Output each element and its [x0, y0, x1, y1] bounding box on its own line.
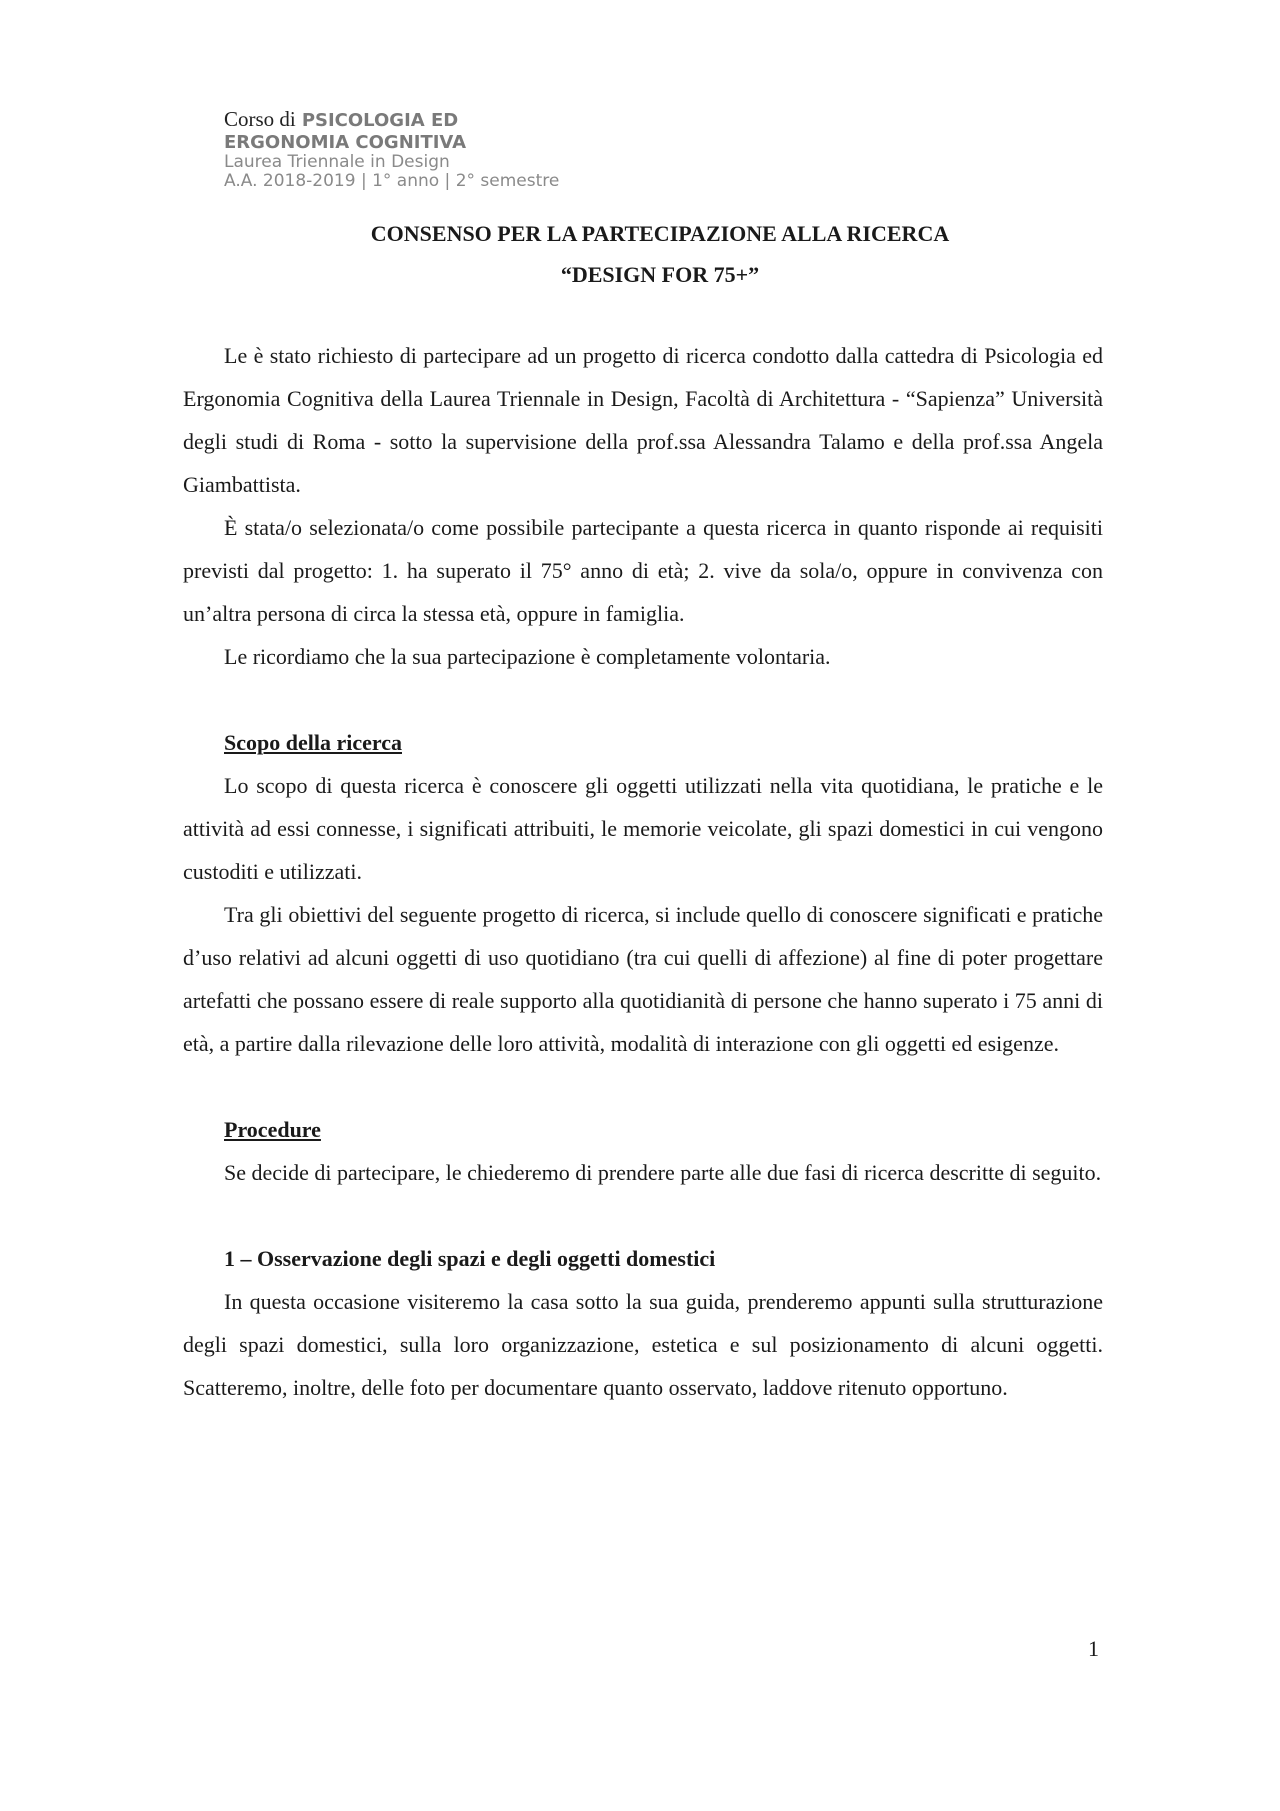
- course-name-line1: PSICOLOGIA ED: [301, 110, 459, 131]
- scope-paragraph-1: Lo scopo di questa ricerca è conoscere gli oggetti utilizzati nella vita quotidiana, le pratiche e le attività ad essi connesse, i significati attribuiti, le memorie veicolate, gli spazi domestici in cui vengono custoditi e utilizzati.: [183, 773, 1103, 884]
- course-header-line1: [224, 107, 559, 132]
- scope-paragraph-2: Tra gli obiettivi del seguente progetto di ricerca, si include quello di conoscere significati e pratiche d’uso relativi ad alcuni oggetti di uso quotidiano (tra cui quelli di affezione) al fine di poter progettare artefatti che possano essere di reale supporto alla quotidianità di persone che hanno superato i 75 anni di età, a partire dalla rilevazione delle loro attività, modalità di interazione con gli oggetti ed esigenze.: [183, 902, 1103, 1056]
- phase1-heading: 1 – Osservazione degli spazi e degli oggetti domestici: [224, 1246, 716, 1271]
- phase1-paragraph-1: In questa occasione visiteremo la casa sotto la sua guida, prenderemo appunti sulla strutturazione degli spazi domestici, sulla loro organizzazione, estetica e sul posizionamento di alcuni oggetti. Scatteremo, inoltre, delle foto per documentare quanto osservato, laddove ritenuto opportuno.: [183, 1289, 1103, 1400]
- procedure-heading-text: Procedure: [224, 1117, 321, 1142]
- course-header: [224, 107, 559, 192]
- procedure-paragraph-1: Se decide di partecipare, le chiederemo di prendere parte alle due fasi di ricerca descritte di seguito.: [224, 1160, 1102, 1185]
- intro-paragraph-3: Le ricordiamo che la sua partecipazione è completamente volontaria.: [224, 644, 831, 669]
- degree-name: Laurea Triennale in Design: [224, 151, 450, 172]
- title-line2: “DESIGN FOR 75+”: [560, 262, 760, 287]
- spacer: [183, 1065, 1103, 1108]
- procedure-heading: [183, 1108, 1103, 1151]
- page-number: 1: [1088, 1636, 1099, 1661]
- intro-paragraph-2: È stata/o selezionata/o come possibile partecipante a questa ricerca in quanto risponde ai requisiti previsti dal progetto: 1. ha superato il 75° anno di età; 2. vive da sola/o, oppure in convivenza con un’altra persona di circa la stessa età, oppure in famiglia.: [183, 515, 1103, 626]
- spacer: [183, 678, 1103, 721]
- scope-heading: [183, 721, 1103, 764]
- spacer: [183, 1194, 1103, 1237]
- document-title: [0, 213, 1280, 295]
- scope-heading-text: Scopo della ricerca: [224, 730, 402, 755]
- course-prefix: Corso di: [224, 107, 296, 131]
- intro-paragraph-1: Le è stato richiesto di partecipare ad un progetto di ricerca condotto dalla cattedra di Psicologia ed Ergonomia Cognitiva della Laurea Triennale in Design, Facoltà di Architettura - “Sapienza” Università degli studi di Roma - sotto la supervisione della prof.ssa Alessandra Talamo e della prof.ssa Angela Giambattista.: [183, 343, 1103, 497]
- document-body: [183, 334, 1103, 1409]
- academic-year: A.A. 2018-2019 | 1° anno | 2° semestre: [224, 171, 560, 192]
- course-name-line2: ERGONOMIA COGNITIVA: [224, 131, 467, 153]
- title-line1: CONSENSO PER LA PARTECIPAZIONE ALLA RICERCA: [370, 221, 950, 246]
